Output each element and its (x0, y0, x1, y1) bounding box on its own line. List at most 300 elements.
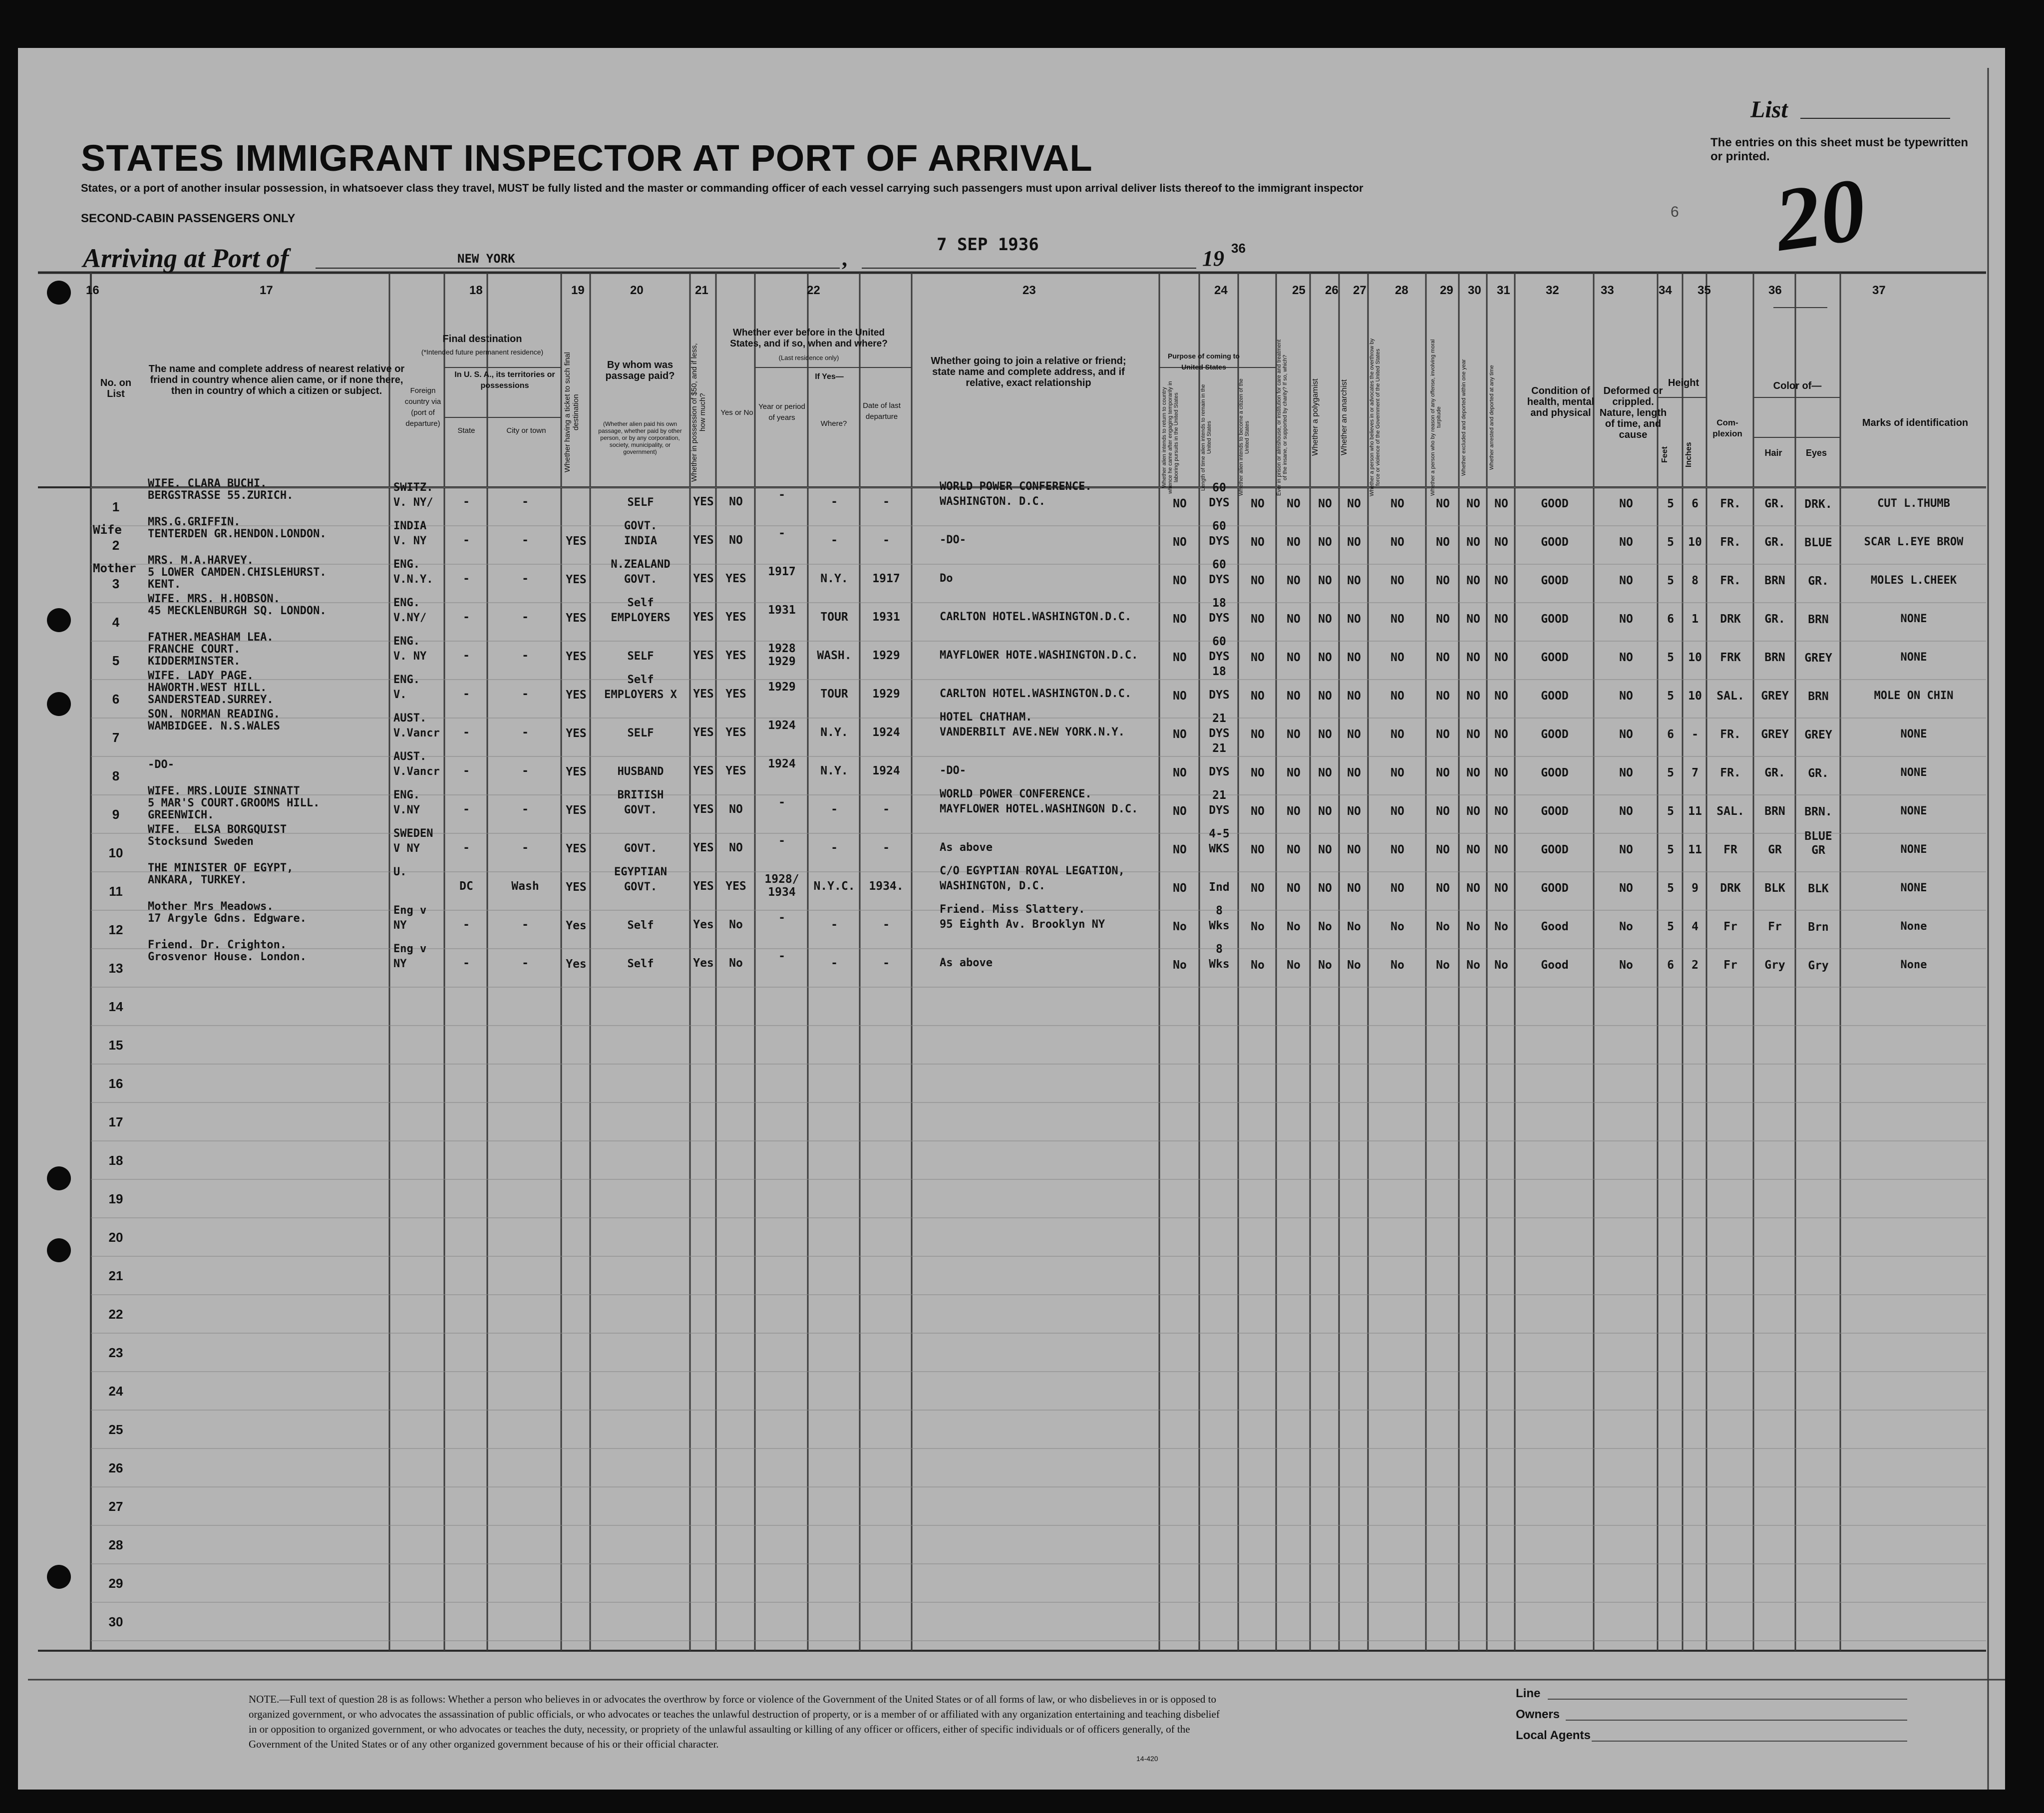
height-feet: 6 (1667, 613, 1674, 626)
height-inches: - (1692, 728, 1699, 741)
eye-color: BLK (1808, 882, 1829, 895)
joining-address: CARLTON HOTEL.WASHINGTON.D.C. (940, 688, 1132, 700)
dest-state: - (463, 803, 470, 816)
where-in-us: N.Y. (820, 572, 848, 585)
foreign-country: NY (393, 919, 407, 932)
ticket: YES (566, 727, 587, 740)
foreign-country: Eng v (393, 904, 427, 917)
stay-length: 21 (1212, 742, 1226, 755)
col-26-number: 26 (1325, 284, 1339, 297)
passage-paid: HUSBAND (617, 765, 664, 778)
deformed: NO (1619, 497, 1633, 510)
col-32-number: 32 (1546, 284, 1559, 297)
stay-length: DYS (1209, 727, 1230, 740)
joining-address: -DO- (940, 764, 966, 777)
relative-address-line: -DO- (148, 758, 174, 771)
col-34-label: Height (1668, 377, 1700, 388)
row-number: 1 (112, 499, 120, 514)
stay-length: 60 (1212, 558, 1226, 571)
col-27-number: 27 (1353, 284, 1366, 297)
health-condition: GOOD (1541, 651, 1569, 664)
list-underline (1800, 118, 1950, 119)
height-inches: 2 (1692, 959, 1699, 972)
moral-turpitude: No (1436, 920, 1450, 933)
overthrow-advocate: NO (1390, 497, 1404, 510)
relative-address-line: Mother Mrs Meadows. (148, 900, 274, 913)
intends-citizen: No (1251, 920, 1265, 933)
col-30-number: 30 (1468, 284, 1481, 297)
money-50: YES (693, 841, 714, 854)
height-inches: 11 (1688, 843, 1702, 856)
stay-length: DYS (1209, 689, 1230, 702)
arriving-label: Arriving at Port of (83, 243, 289, 273)
where-in-us: TOUR (820, 688, 848, 701)
excluded-deported: NO (1466, 613, 1480, 626)
last-departure: - (883, 957, 890, 970)
years-in-us: 1917 (768, 565, 796, 578)
ever-in-us: NO (729, 495, 743, 508)
col-20-number: 20 (630, 284, 644, 297)
where-in-us: N.Y.C. (813, 880, 855, 893)
prison-almshouse: NO (1287, 766, 1301, 779)
where-in-us: TOUR (820, 611, 848, 624)
anarchist: NO (1347, 651, 1361, 664)
dest-state: - (463, 534, 470, 547)
dest-state: - (463, 688, 470, 701)
stay-length: Wks (1209, 919, 1230, 932)
foreign-country: ENG. (393, 597, 420, 609)
col-22-where: Where? (820, 419, 847, 428)
ever-in-us: No (729, 957, 743, 970)
form-sheet (18, 48, 2005, 1790)
hair-color: BRN (1764, 651, 1785, 664)
row-number: 29 (108, 1576, 123, 1591)
years-in-us: - (778, 527, 785, 540)
foreign-country: V. NY (393, 535, 427, 547)
row-number: 10 (108, 845, 123, 860)
hair-color: BLK (1764, 882, 1785, 895)
intends-citizen: NO (1251, 728, 1265, 741)
relative-address-line: KIDDERMINSTER. (148, 655, 241, 668)
col-29-number: 29 (1440, 284, 1453, 297)
col-36-label: Color of— (1773, 380, 1822, 391)
health-condition: GOOD (1541, 497, 1569, 510)
deformed: NO (1619, 536, 1633, 549)
prison-almshouse: NO (1287, 690, 1301, 703)
ever-in-us: YES (725, 649, 746, 662)
col-18-number: 18 (469, 284, 483, 297)
passage-paid: Self (627, 674, 654, 686)
identification-marks: NONE (1900, 805, 1927, 817)
anarchist: No (1347, 920, 1361, 933)
row-number: 13 (108, 961, 123, 976)
foreign-country: ENG. (393, 558, 420, 571)
passage-paid: SELF (627, 650, 654, 663)
complexion: DRK (1720, 882, 1741, 895)
hair-color: GR. (1764, 497, 1785, 510)
dest-city: - (522, 649, 529, 662)
ever-in-us: YES (725, 880, 746, 893)
col-22-year: Year or period of years (758, 402, 805, 422)
complexion: DRK (1720, 613, 1741, 626)
col-22-yesno: Yes or No (720, 408, 753, 417)
arrested-deported: NO (1494, 651, 1508, 664)
stay-length: 8 (1216, 943, 1223, 956)
eye-color: GR. (1808, 767, 1829, 780)
stay-length: DYS (1209, 612, 1230, 625)
foreign-country: U. (393, 866, 407, 878)
deformed: NO (1619, 882, 1633, 895)
joining-address: VANDERBILT AVE.NEW YORK.N.Y. (940, 726, 1125, 738)
col-17-number: 17 (260, 284, 273, 297)
intends-citizen: NO (1251, 497, 1265, 510)
ever-in-us: YES (725, 611, 746, 624)
arrival-date: 7 SEP 1936 (937, 235, 1039, 255)
year-suffix: 36 (1231, 241, 1246, 256)
passage-paid: GOVT. (624, 842, 658, 855)
stay-length: 18 (1212, 597, 1226, 610)
overthrow-advocate: NO (1390, 574, 1404, 587)
joining-address: C/O EGYPTIAN ROYAL LEGATION, (940, 865, 1125, 877)
money-50: YES (693, 764, 714, 777)
foreign-country: ENG. (393, 789, 420, 801)
foreign-country: INDIA (393, 520, 427, 532)
health-condition: GOOD (1541, 536, 1569, 549)
relative-address-line: WAMBIDGEE. N.S.WALES (148, 720, 280, 732)
col-20-sub: (Whether alien paid his own passage, whether paid by other person, or by any corporation, society, municipality, or government) (598, 420, 682, 455)
prison-almshouse: NO (1287, 728, 1301, 741)
col-22-label: Whether ever before in the United States, and if so, when and where? (730, 328, 888, 349)
arrested-deported: NO (1494, 536, 1508, 549)
intends-citizen: NO (1251, 805, 1265, 818)
col-36-eyes: Eyes (1805, 448, 1827, 458)
relative-address-line: Stocksund Sweden (148, 835, 254, 848)
dest-state: - (463, 764, 470, 777)
eye-color: BLUE (1804, 536, 1832, 549)
moral-turpitude: NO (1436, 574, 1450, 587)
money-50: YES (693, 611, 714, 624)
height-inches: 10 (1688, 690, 1702, 703)
cabin-class: SECOND-CABIN PASSENGERS ONLY (81, 212, 296, 225)
prison-almshouse: No (1287, 959, 1301, 972)
row-number: 20 (108, 1230, 123, 1245)
where-in-us: WASH. (817, 649, 852, 662)
identification-marks: CUT L.THUMB (1877, 497, 1950, 510)
polygamist: NO (1318, 882, 1332, 895)
col-20-label: By whom was passage paid? (605, 360, 675, 381)
complexion: FR. (1720, 766, 1741, 779)
moral-turpitude: NO (1436, 805, 1450, 818)
height-feet: 5 (1667, 536, 1674, 549)
col-18-state: State (457, 426, 475, 435)
purpose-return: NO (1173, 843, 1187, 856)
col-34-number: 34 (1659, 284, 1672, 297)
row-number: 7 (112, 730, 120, 745)
anarchist: NO (1347, 882, 1361, 895)
purpose-return: No (1173, 920, 1187, 933)
intends-citizen: NO (1251, 536, 1265, 549)
excluded-deported: NO (1466, 882, 1480, 895)
height-inches: 1 (1692, 613, 1699, 626)
foreign-country: Eng v (393, 943, 427, 955)
excluded-deported: No (1466, 959, 1480, 972)
relative-address-line: 45 MECKLENBURGH SQ. LONDON. (148, 605, 327, 617)
stay-length: DYS (1209, 650, 1230, 663)
excluded-deported: NO (1466, 536, 1480, 549)
last-departure: 1924 (872, 726, 900, 739)
arrested-deported: No (1494, 920, 1508, 933)
money-50: YES (693, 803, 714, 816)
height-inches: 11 (1688, 805, 1702, 818)
stay-length: 8 (1216, 904, 1223, 917)
anarchist: No (1347, 959, 1361, 972)
col-36-number: 36 (1768, 284, 1782, 297)
row-number: 11 (109, 884, 123, 899)
arrested-deported: No (1494, 959, 1508, 972)
page-title: STATES IMMIGRANT INSPECTOR AT PORT OF ARRIVAL (81, 137, 1093, 179)
arrested-deported: NO (1494, 843, 1508, 856)
moral-turpitude: No (1436, 959, 1450, 972)
col-22-sub: (Last residence only) (778, 354, 839, 362)
row-number: 18 (108, 1153, 123, 1168)
ticket: YES (566, 842, 587, 855)
identification-marks: None (1900, 959, 1927, 971)
health-condition: GOOD (1541, 728, 1569, 741)
page-subtitle: States, or a port of another insular possession, in whatsoever class they travel, MUST be fully listed and the master or commanding officer of each vessel carrying such passengers must upon arrival deliver lists thereof to the immigrant inspector (81, 182, 1363, 194)
purpose-return: NO (1173, 766, 1187, 779)
excluded-deported: NO (1466, 690, 1480, 703)
height-inches: 8 (1692, 574, 1699, 587)
row-number: 14 (108, 999, 123, 1014)
arrested-deported: NO (1494, 882, 1508, 895)
passage-paid: BRITISH (617, 789, 664, 801)
relative-address-line: 5 MAR'S COURT.GROOMS HILL. (148, 797, 320, 809)
excluded-deported: NO (1466, 574, 1480, 587)
hair-color: GR (1768, 843, 1782, 856)
years-in-us: 1928 1929 (768, 642, 796, 668)
purpose-return: NO (1173, 536, 1187, 549)
moral-turpitude: NO (1436, 728, 1450, 741)
dest-city: - (522, 803, 529, 816)
col-37-number: 37 (1872, 284, 1886, 297)
col-18-label: Final destination (442, 334, 522, 345)
height-inches: 9 (1692, 882, 1699, 895)
col-19-number: 19 (571, 284, 585, 297)
dest-state: - (463, 572, 470, 585)
anarchist: NO (1347, 613, 1361, 626)
last-departure: 1917 (872, 572, 900, 585)
row-number: 23 (108, 1345, 123, 1360)
complexion: FR. (1720, 574, 1741, 587)
intends-citizen: NO (1251, 882, 1265, 895)
years-in-us: - (778, 488, 785, 501)
height-feet: 5 (1667, 766, 1674, 779)
complexion: FR. (1720, 536, 1741, 549)
foreign-country: V. NY (393, 650, 427, 663)
list-label: List (1750, 96, 1788, 123)
hair-color: GR. (1764, 536, 1785, 549)
col-17-label: The name and complete address of nearest relative or friend in country whence alien came, or if none there, then in country of which a citizen or subject. (148, 363, 405, 396)
eye-color: GREY (1804, 728, 1832, 741)
binder-hole (47, 1166, 71, 1190)
prison-almshouse: NO (1287, 805, 1301, 818)
excluded-deported: NO (1466, 728, 1480, 741)
overthrow-advocate: NO (1390, 805, 1404, 818)
money-50: Yes (693, 918, 714, 931)
moral-turpitude: NO (1436, 766, 1450, 779)
arrested-deported: NO (1494, 613, 1508, 626)
purpose-return: No (1173, 959, 1187, 972)
col-29-label: Whether a person who by reason of any offense, involving moral turpitude (1430, 339, 1442, 496)
complexion: Fr (1723, 920, 1737, 933)
where-in-us: N.Y. (820, 726, 848, 739)
overthrow-advocate: NO (1390, 728, 1404, 741)
ticket: YES (566, 573, 587, 586)
polygamist: NO (1318, 574, 1332, 587)
foreign-country: V. NY/ (393, 496, 433, 509)
col-32-label: Condition of health, mental and physical (1527, 385, 1595, 418)
stay-length: 21 (1212, 789, 1226, 802)
joining-address: WORLD POWER CONFERENCE. (940, 480, 1092, 493)
foreign-country: V NY (393, 842, 420, 855)
deformed: No (1619, 959, 1633, 972)
ticket: YES (566, 804, 587, 817)
dest-state: - (463, 495, 470, 508)
col-24-b: Length of time alien intends to remain in the United States (1200, 384, 1212, 491)
row-number: 9 (112, 807, 120, 822)
row-number: 27 (108, 1499, 123, 1514)
moral-turpitude: NO (1436, 613, 1450, 626)
ticket: YES (566, 765, 587, 778)
eye-color: DRK. (1804, 498, 1832, 511)
where-in-us: - (831, 957, 838, 970)
years-in-us: 1931 (768, 604, 796, 617)
ever-in-us: No (729, 918, 743, 931)
ticket: Yes (566, 919, 587, 932)
owners-label: Owners (1516, 1708, 1560, 1721)
moral-turpitude: NO (1436, 690, 1450, 703)
eye-color: BRN (1808, 690, 1829, 703)
excluded-deported: NO (1466, 843, 1480, 856)
form-number: 14-420 (1136, 1755, 1158, 1763)
col-18-foreign: Foreign country via (port of departure) (404, 386, 441, 428)
excluded-deported: NO (1466, 766, 1480, 779)
stay-length: Wks (1209, 958, 1230, 971)
identification-marks: SCAR L.EYE BROW (1864, 536, 1964, 548)
last-departure: 1931 (872, 611, 900, 624)
relative-address-line: MRS. M.A.HARVEY. (148, 554, 254, 567)
years-in-us: 1929 (768, 681, 796, 694)
dest-state: - (463, 918, 470, 931)
col-18-city: City or town (506, 426, 546, 435)
intends-citizen: NO (1251, 613, 1265, 626)
row-number: 17 (108, 1114, 123, 1129)
excluded-deported: NO (1466, 651, 1480, 664)
col-16-label: No. on List (100, 377, 132, 399)
relative-address-line: 5 LOWER CAMDEN.CHISLEHURST. (148, 566, 327, 579)
eye-color: GREY (1804, 652, 1832, 665)
health-condition: GOOD (1541, 690, 1569, 703)
deformed: NO (1619, 574, 1633, 587)
foreign-country: V.Vancr (393, 727, 440, 739)
stay-length: Ind (1209, 881, 1230, 894)
identification-marks: NONE (1900, 651, 1927, 664)
purpose-return: NO (1173, 882, 1187, 895)
health-condition: GOOD (1541, 843, 1569, 856)
moral-turpitude: NO (1436, 497, 1450, 510)
passage-paid: EMPLOYERS (611, 612, 671, 624)
overthrow-advocate: No (1390, 920, 1404, 933)
arrested-deported: NO (1494, 805, 1508, 818)
row-number: 6 (112, 692, 120, 707)
eye-color: BRN. (1804, 805, 1832, 818)
anarchist: NO (1347, 497, 1361, 510)
height-feet: 5 (1667, 882, 1674, 895)
height-inches: 10 (1688, 651, 1702, 664)
row-number: 16 (108, 1076, 123, 1091)
where-in-us: - (831, 918, 838, 931)
typewritten-instruction: The entries on this sheet must be typewritten or printed. (1710, 136, 1969, 163)
where-in-us: - (831, 841, 838, 854)
polygamist: NO (1318, 497, 1332, 510)
col-25-label: Ever in prison or almshouse, or institution for care and treatment of the insane, or supported by charity? If so, which? (1276, 339, 1288, 496)
relative-address-line: WIFE. ELSA BORGQUIST (148, 823, 287, 836)
identification-marks: NONE (1900, 613, 1927, 625)
foreign-country: NY (393, 958, 407, 970)
hair-color: Fr (1768, 920, 1782, 933)
dest-city: - (522, 841, 529, 854)
binder-hole (47, 281, 71, 305)
hair-color: GREY (1761, 690, 1789, 703)
row-number: 21 (108, 1268, 123, 1283)
port-underline (316, 268, 840, 269)
last-departure: 1929 (872, 649, 900, 662)
ever-in-us: NO (729, 534, 743, 547)
stay-length: DYS (1209, 573, 1230, 586)
prison-almshouse: NO (1287, 882, 1301, 895)
col-33-number: 33 (1601, 284, 1614, 297)
last-departure: 1929 (872, 688, 900, 701)
dest-state: - (463, 957, 470, 970)
row-number: 3 (112, 576, 120, 591)
prison-almshouse: NO (1287, 536, 1301, 549)
money-50: YES (693, 534, 714, 547)
intends-citizen: NO (1251, 690, 1265, 703)
relative-address-line: KENT. (148, 578, 181, 591)
relative-address-line: GREENWICH. (148, 809, 214, 821)
row-number: 15 (108, 1038, 123, 1053)
stay-length: 21 (1212, 712, 1226, 725)
owners-underline (1566, 1720, 1907, 1721)
stay-length: 60 (1212, 520, 1226, 533)
agents-label: Local Agents (1516, 1729, 1591, 1742)
passage-paid: Self (627, 919, 654, 932)
dest-state: - (463, 841, 470, 854)
col-24-label: Purpose of coming to United States (1168, 352, 1240, 371)
dest-city: - (522, 918, 529, 931)
years-in-us: - (778, 950, 785, 963)
complexion: FR. (1720, 728, 1741, 741)
footnote-q28: NOTE.—Full text of question 28 is as follows: Whether a person who believes in or advocates the overthrow by force or violence of the Government of the United States or of all forms of law, or who disbelieves in or is opposed to organized government, or who advocates the assassination of public officials, or who advocates or teaches the unlawful destruction of property, or is a member of or affiliated with any organization entertaining and teaching disbelief in or opposition to organized government, or who advocates or teaches the duty, necessity, or propriety of the unlawful assaulting or killing of any officer or officers, either of specific individuals or of officers generally, of the Government of the United States or of any other organized government because of his or their official character. (249, 1693, 1220, 1750)
passage-paid: GOVT. (624, 881, 658, 893)
col-18-usa: In U. S. A., its territories or possessions (454, 370, 555, 390)
stay-length: 60 (1212, 481, 1226, 494)
col-35-number: 35 (1698, 284, 1711, 297)
row-number: 19 (108, 1191, 123, 1206)
arrested-deported: NO (1494, 497, 1508, 510)
overthrow-advocate: NO (1390, 651, 1404, 664)
identification-marks: NONE (1900, 728, 1927, 740)
